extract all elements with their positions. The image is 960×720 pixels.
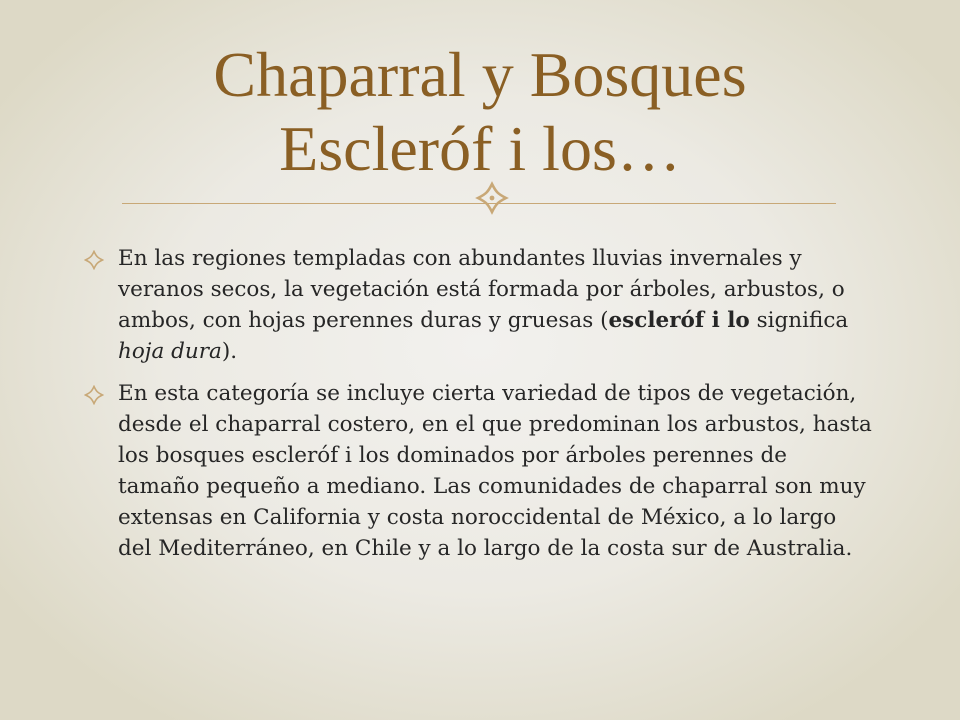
slide-title: [60, 38, 900, 186]
star-cross-bullet-icon: [84, 243, 118, 274]
list-item: [84, 378, 874, 564]
bullet-text-1: [118, 243, 874, 367]
star-cross-ornament-icon: [472, 178, 512, 218]
bullet-1-text-end: ).: [221, 339, 238, 364]
bullet-text-2: En esta categoría se incluye cierta variedad de tipos de vegetación, desde el chaparral costero, en el que predominan los arbustos, hasta los bosques escleróf i los dominados por árboles perennes de tamaño pequeño a mediano. Las comunidades de chaparral son muy extensas en California y costa noroccidental de México, a lo largo del Mediterráneo, en Chile y a lo largo de la costa sur de Australia.: [118, 381, 872, 561]
bullet-1-bold-term: escleróf i lo: [608, 308, 750, 333]
bullet-list: [84, 243, 874, 575]
star-cross-bullet-icon: [84, 378, 118, 409]
list-item: [84, 243, 874, 367]
bullet-1-italic-term: hoja dura: [118, 339, 222, 364]
bullet-1-text-middle: significa: [749, 308, 849, 333]
title-line-1: Chaparral y Bosques: [213, 39, 747, 110]
bullet-1-text-start: En las regiones templadas con abundantes lluvias invernales y veranos secos, la vegetación está formada por árboles, arbustos, o ambos, con hojas perennes duras y gruesas (: [118, 246, 845, 333]
title-line-2: Escleróf i los…: [279, 113, 681, 184]
